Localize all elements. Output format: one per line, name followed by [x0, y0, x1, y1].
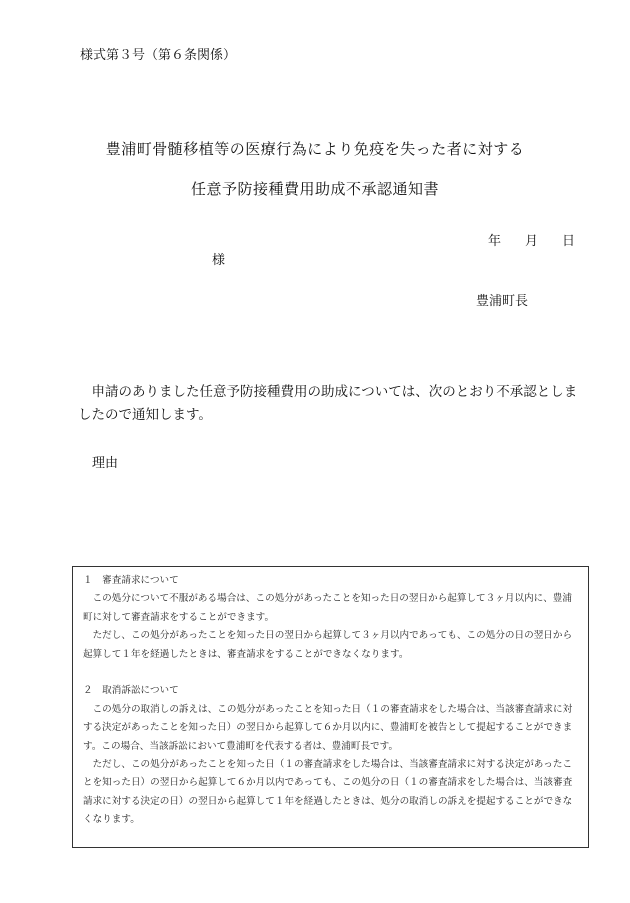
date-year-label: 年: [488, 234, 502, 249]
section-spacer: [83, 664, 580, 682]
section2-heading: ２ 取消訴訟について: [83, 685, 179, 697]
date-month-label: 月: [525, 234, 539, 249]
notice-box: [72, 566, 589, 848]
document-title-line2: 任意予防接種費用助成不承認通知書: [190, 180, 439, 198]
addressee-suffix: 様: [212, 253, 226, 268]
date-day-label: 日: [562, 234, 576, 249]
form-number: 様式第３号（第６条関係）: [80, 48, 237, 63]
section2-paragraph2: ただし、この処分があったことを知った日（１の審査請求をした場合は、当該審査請求に対する決定があったことを知った日）の翌日から起算して６か月以内であっても、この処分の日（１の審査請求をした場合は、当該審査請求に対する決定の日）の翌日から起算して１年を経過したときは、処分の取消しの訴えを提起することができなくなります。: [83, 759, 573, 826]
section2-paragraph1: この処分の取消しの訴えは、この処分があったことを知った日（１の審査請求をした場合は、当該審査請求に対する決定があったことを知った日）の翌日から起算して６か月以内に、豊浦町を被告として提起することができます。この場合、当該訴訟において豊浦町を代表する者は、豊浦町長です。: [83, 703, 573, 752]
sender-name: 豊浦町長: [476, 294, 529, 309]
reason-label: 理由: [92, 456, 119, 471]
body-text: 申請のありました任意予防接種費用の助成については、次のとおり不承認としましたので通知します。: [78, 383, 578, 423]
document-title-line1: 豊浦町骨髄移植等の医療行為により免疫を失った者に対する: [105, 140, 525, 158]
date-line: [488, 230, 575, 249]
section1-heading: １ 審査請求について: [83, 575, 179, 586]
section1-paragraph1: この処分について不服がある場合は、この処分があったことを知った日の翌日から起算して３ヶ月以内に、豊浦町に対して審査請求をすることができます。: [83, 593, 572, 623]
section1-paragraph2: ただし、この処分があったことを知った日の翌日から起算して３ヶ月以内であっても、この処分の日の翌日から起算して１年を経過したときは、審査請求をすることができなくなります。: [83, 630, 573, 660]
